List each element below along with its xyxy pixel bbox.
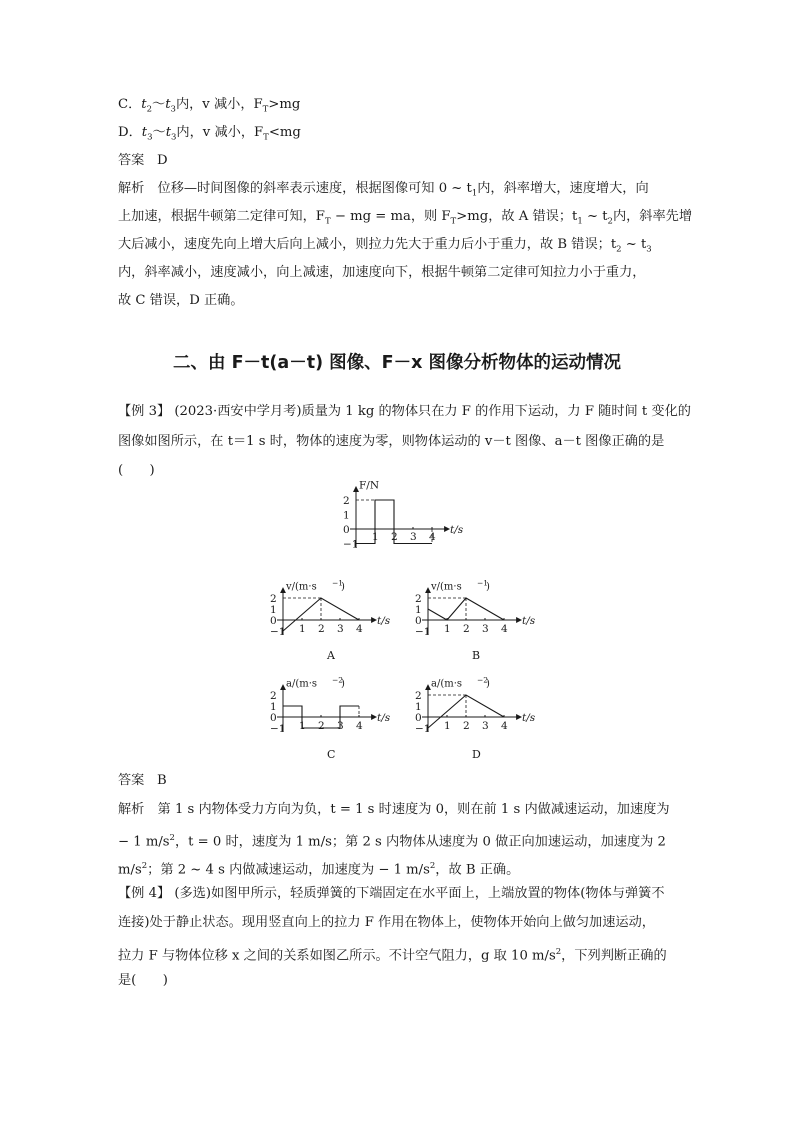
plot-c-xtick-t4: 4 (356, 720, 363, 732)
plot-f-t-ytick-nm1: −1 (343, 538, 359, 551)
plot-a-xtick-t1: 1 (299, 623, 306, 635)
plot-b-ytick-n0: 0 (415, 615, 422, 627)
plot-f-t-xtick-t2: 2 (391, 531, 398, 543)
plot-a-xtick-t4: 4 (356, 623, 363, 635)
plot-b-y-label-exp: −1 (477, 578, 489, 588)
analysis-1-line-3: 大后减小，速度先向上增大后向上减小，则拉力先大于重力后小于重力，故 B 错误；$t_2$ ~ $t_3$ (118, 237, 652, 255)
plot-a-y-label-exp: −1 (332, 578, 344, 588)
plot-b-xtick-t4: 4 (501, 623, 508, 635)
example-3-line-1: 【例 3】 (2023·西安中学月考)质量为 1 kg 的物体只在力 F 的作用下运动，力 F 随时间 t 变化的 (118, 404, 691, 419)
plot-a-x-label: t/s (377, 615, 391, 627)
analysis-1-line-2: 上加速，根据牛顿第二定律可知，$F_T$ − mg = ma，则 $F_T>mg$，故 A 错误；$t_1$ ~ $t_2$内，斜率先增 (118, 209, 693, 227)
plot-b-ytick-n2: 2 (415, 593, 422, 605)
answer-2: 答案 B (118, 773, 167, 788)
plot-c-ytick-n2: 2 (270, 690, 277, 702)
plot-c-ytick-n0: 0 (270, 712, 277, 724)
plot-d-y-label-exp: −2 (477, 675, 489, 685)
option-c: C．$t_2\sim t_3$内，v 减小，$F_T>mg$ (118, 97, 301, 115)
plot-d-xtick-t3: 3 (482, 720, 489, 732)
example-3-line-2: 图像如图所示，在 t＝1 s 时，物体的速度为零，则物体运动的 v－t 图像、a－t 图像正确的是 (118, 434, 665, 449)
plot-c-y-label-close: ) (341, 678, 345, 690)
example-4-line-2: 连接)处于静止状态。现用竖直向上的拉力 F 作用在物体上，使物体开始向上做匀加速运动， (118, 915, 655, 930)
example-4-line-1: 【例 4】 (多选)如图甲所示，轻质弹簧的下端固定在水平面上，上端放置的物体(物体与弹簧不 (118, 886, 665, 901)
plot-d-xtick-t1: 1 (444, 720, 451, 732)
plot-c-ytick-n1: 1 (270, 701, 277, 713)
plot-d-ytick-n2: 2 (415, 690, 422, 702)
plot-a-ytick-nm1: −1 (270, 626, 286, 638)
analysis-1-line-1: 解析 位移—时间图像的斜率表示速度，根据图像可知 0 ~ $t_1$内，斜率增大，速度增大，向 (118, 181, 649, 199)
plot-a-panel-label: A (327, 649, 335, 662)
analysis-2-line-1: 解析 第 1 s 内物体受力方向为负，t = 1 s 时速度为 0，则在前 1 s 内做减速运动，加速度为 (118, 802, 670, 817)
plot-a-xtick-t3: 3 (337, 623, 344, 635)
plot-b-y-label-close: ) (486, 581, 490, 593)
section-title: 二、由 F－t(a－t) 图像、F－x 图像分析物体的运动情况 (172, 353, 621, 373)
plot-d-y-label: a/(m·s (431, 678, 463, 690)
plot-c-panel-label: C (327, 748, 336, 761)
answer-1: 答案 D (118, 153, 168, 168)
plot-b-xtick-t3: 3 (482, 623, 489, 635)
plot-c-y-label: a/(m·s (286, 678, 318, 690)
plot-a-ytick-n1: 1 (270, 604, 277, 616)
plot-b-x-label: t/s (522, 615, 536, 627)
option-d: D．$t_3\sim t_3$内，v 减小，$F_T<mg$ (118, 125, 301, 143)
plot-a-xtick-t2: 2 (318, 623, 325, 635)
example-4-line-3: 拉力 F 与物体位移 x 之间的关系如图乙所示。不计空气阻力，g 取 10 $m/s^2$，下列判断正确的 (118, 947, 667, 964)
analysis-1-line-4: 内，斜率减小，速度减小，向上减速，加速度向下，根据牛顿第二定律可知拉力小于重力， (118, 265, 646, 280)
plot-b-panel-label: B (472, 649, 481, 662)
plot-d-xtick-t4: 4 (501, 720, 508, 732)
analysis-2-line-3: $m/s^2$；第 2 ~ 4 s 内做减速运动，加速度为 − 1 $m/s^2$，故 B 正确。 (118, 861, 520, 878)
plot-d-ytick-n1: 1 (415, 701, 422, 713)
plot-c-x-label: t/s (377, 712, 391, 724)
plot-a-y-label-close: ) (341, 581, 345, 593)
plot-f-t-x-label: t/s (450, 524, 464, 536)
plot-b-xtick-t2: 2 (463, 623, 470, 635)
plot-d-xtick-t2: 2 (463, 720, 470, 732)
example-3-line-3: ( ) (118, 463, 155, 478)
plot-f-t-xtick-t4: 4 (429, 531, 436, 543)
plot-f-t-xtick-t1: 1 (372, 531, 379, 543)
plot-d-y-label-close: ) (486, 678, 490, 690)
plot-d-panel-label: D (472, 748, 481, 761)
plot-a-y-label: v/(m·s (286, 581, 317, 593)
analysis-1-line-5: 故 C 错误，D 正确。 (118, 293, 244, 308)
example-4-line-4: 是( ) (118, 973, 168, 988)
plot-c-y-label-exp: −2 (332, 675, 344, 685)
plot-d-ytick-nm1: −1 (415, 723, 431, 735)
plot-c-xtick-t3: 3 (337, 720, 344, 732)
plot-c-xtick-t2: 2 (318, 720, 325, 732)
plot-c-ytick-nm1: −1 (270, 723, 286, 735)
plot-c-xtick-t1: 1 (299, 720, 306, 732)
plot-b-ytick-nm1: −1 (415, 626, 431, 638)
plot-b-ytick-n1: 1 (415, 604, 422, 616)
plot-f-t-ytick-n1: 1 (343, 509, 350, 522)
plot-d-ytick-n0: 0 (415, 712, 422, 724)
plot-f-t-ytick-n2: 2 (343, 495, 350, 507)
plot-a-ytick-n0: 0 (270, 615, 277, 627)
analysis-2-line-2: − 1 $m/s^2$，t = 0 时，速度为 1 m/s；第 2 s 内物体从速度为 0 做正向加速运动，加速度为 2 (118, 833, 666, 850)
plot-f-t-ytick-n0: 0 (343, 524, 350, 536)
plot-d-x-label: t/s (522, 712, 536, 724)
plot-f-t-xtick-t3: 3 (410, 531, 417, 543)
plot-b-xtick-t1: 1 (444, 623, 451, 635)
plot-f-t-y-label: F/N (359, 479, 380, 492)
plot-b-y-label: v/(m·s (431, 581, 462, 593)
plot-a-ytick-n2: 2 (270, 593, 277, 605)
